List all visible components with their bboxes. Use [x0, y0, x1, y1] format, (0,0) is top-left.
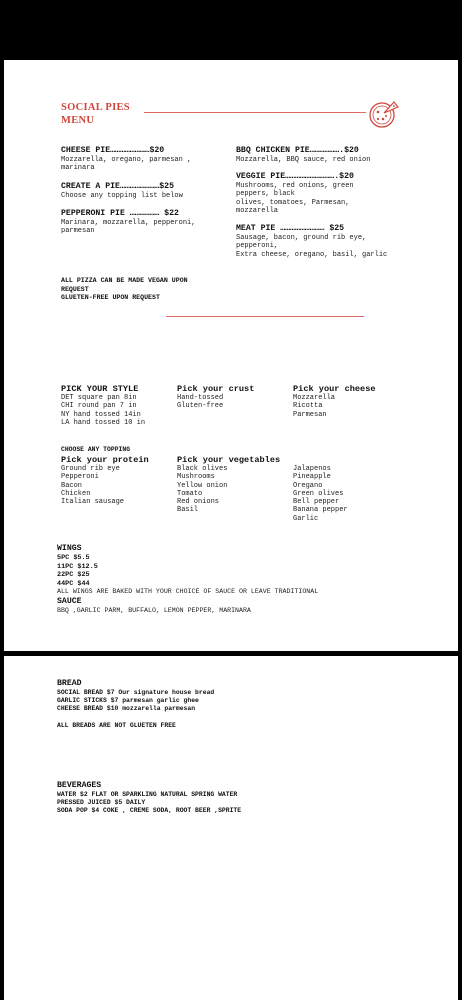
veggie-desc-line: peppers, black [236, 190, 295, 199]
vegetable-item: Oregano [293, 481, 323, 490]
cheese-item: Ricotta [293, 402, 323, 411]
protein-section [61, 455, 176, 506]
meat-pie [236, 224, 416, 259]
create-a-pie [61, 182, 226, 200]
vegetable-item: Banana pepper [293, 506, 348, 515]
menu-title [61, 101, 130, 127]
veggie-pie-desc [236, 182, 406, 215]
vegetable-item: Green olives [293, 489, 344, 498]
meat-desc-line: pepperoni, [236, 242, 279, 251]
title-divider [144, 112, 366, 113]
bread-note: ALL BREADS ARE NOT GLUETEN FREE [57, 722, 176, 729]
style-heading: PICK YOUR STYLE [61, 384, 139, 394]
vegetable-item: Pineapple [293, 473, 331, 482]
crust-item: Gluten-free [177, 402, 224, 411]
protein-item: Ground rib eye [61, 465, 120, 473]
vegan-note-line2: REQUEST [61, 285, 89, 293]
menu-title-line1: SOCIAL PIES [61, 102, 130, 113]
pizza-notes [61, 277, 261, 303]
bread-item: CHEESE BREAD $10 mozzarella parmesan [57, 705, 196, 712]
cheese-list [293, 394, 413, 419]
pepperoni-pie-title: PEPPERONI PIE ……………… $22 [61, 209, 179, 218]
section-divider [166, 316, 364, 317]
sauce-list: BBQ ,GARLIC PARM, BUFFALO, LEMON PEPPER, MARINARA [57, 606, 251, 614]
choose-topping-label: CHOOSE ANY TOPPING [61, 446, 131, 453]
meat-desc-line: Sausage, bacon, ground rib eye, [236, 234, 367, 242]
beverages-heading: BEVERAGES [57, 781, 102, 790]
veggie-desc-line: Mushrooms, red onions, green [236, 182, 354, 190]
meat-pie-title: MEAT PIE ……………………… $25 [236, 224, 345, 233]
vegetable-item: Yellow onion [177, 481, 228, 490]
protein-item: Italian sausage [61, 498, 125, 507]
bread-item: SOCIAL BREAD $7 Our signature house bread [57, 689, 215, 696]
cheese-item: Mozzarella [293, 394, 336, 402]
beverage-item: PRESSED JUICED $5 DAILY [57, 799, 146, 806]
bread-section [57, 679, 437, 730]
protein-item: Chicken [61, 489, 91, 498]
beverage-item: WATER $2 FLAT OR SPARKLING NATURAL SPRING WATER [57, 791, 238, 798]
wings-item: 11PC $12.5 [57, 562, 98, 571]
gluten-note: GLUETEN-FREE UPON REQUEST [61, 294, 160, 302]
bbq-chicken-pie-title: BBQ CHICKEN PIE……………….$20 [236, 146, 359, 155]
style-item: CHI round pan 7 in [61, 402, 137, 411]
create-a-pie-title: CREATE A PIE……………………$25 [61, 182, 175, 191]
beverages-section [57, 781, 437, 815]
vegetables-section [177, 455, 292, 515]
vegetable-item: Mushrooms [177, 473, 215, 482]
vegan-note-line1: ALL PIZZA CAN BE MADE VEGAN UPON [61, 277, 188, 284]
sauce-heading: SAUCE [57, 596, 82, 606]
cheese-section [293, 384, 413, 419]
crust-item: Hand-tossed [177, 394, 224, 402]
protein-heading: Pick your protein [61, 455, 149, 465]
cheese-pie-desc: Mozzarella, oregano, parmesan , marinara [61, 156, 192, 173]
meat-pie-desc [236, 234, 416, 259]
bread-item: GARLIC STICKS $7 parmesan garlic ghee [57, 697, 199, 704]
wings-item: 44PC $44 [57, 579, 90, 588]
menu-page-1 [4, 60, 458, 651]
vegetables-list-2 [293, 465, 403, 523]
wings-section [57, 544, 437, 615]
cheese-pie-title: CHEESE PIE……………………$20 [61, 146, 165, 155]
protein-item: Pepperoni [61, 473, 99, 482]
wings-item: 22PC $25 [57, 571, 90, 580]
cheese-pie [61, 146, 226, 173]
vegetables-heading: Pick your vegetables [177, 455, 281, 465]
vegetable-item: Basil [177, 506, 199, 515]
crust-list [177, 394, 287, 411]
style-item: NY hand tossed 14in [61, 410, 141, 419]
wings-note: ALL WINGS ARE BAKED WITH YOUR CHOICE OF SAUCE OR LEAVE TRADITIONAL [57, 588, 319, 596]
crust-section [177, 384, 287, 411]
veggie-desc-line: olives, tomatoes, Parmesan, [236, 198, 350, 207]
bread-heading: BREAD [57, 679, 82, 688]
vegetables-list-1 [177, 465, 292, 515]
bread-list [57, 689, 437, 713]
menu-page-2 [4, 656, 458, 1000]
vegetable-item: Tomato [177, 489, 203, 498]
wings-heading: WINGS [57, 544, 82, 553]
veggie-desc-line: mozzarella [236, 206, 279, 215]
menu-title-line2: MENU [61, 115, 95, 126]
pepperoni-pie [61, 209, 226, 236]
style-item: DET square pan 8in [61, 394, 137, 402]
bbq-chicken-pie [236, 146, 406, 164]
protein-item: Bacon [61, 481, 83, 490]
pizza-icon [367, 98, 399, 130]
meat-desc-line: Extra cheese, oregano, basil, garlic [236, 250, 388, 259]
beverages-list [57, 791, 437, 815]
cheese-heading: Pick your cheese [293, 384, 376, 394]
veggie-pie-title: VEGGIE PIE………………………….$20 [236, 172, 354, 181]
pepperoni-pie-desc: Marinara, mozzarella, pepperoni, parmesan [61, 219, 196, 236]
wings-list [57, 554, 437, 588]
create-a-pie-desc: Choose any topping list below [61, 192, 183, 200]
vegetable-item: Red onions [177, 498, 220, 507]
wings-item: 5PC $5.5 [57, 554, 90, 562]
crust-heading: Pick your crust [177, 384, 255, 394]
cheese-item: Parmesan [293, 410, 327, 419]
vegetable-item: Garlic [293, 514, 319, 523]
protein-list [61, 465, 176, 506]
veggie-pie [236, 172, 406, 215]
vegetable-item: Jalapenos [293, 465, 331, 473]
vegetable-item: Bell pepper [293, 498, 340, 507]
beverage-item: SODA POP $4 COKE , CREME SODA, ROOT BEER ,SPRITE [57, 807, 242, 814]
style-list [61, 394, 176, 427]
style-section [61, 384, 176, 427]
bbq-chicken-pie-desc: Mozzarella, BBQ sauce, red onion [236, 156, 371, 164]
vegetable-item: Black olives [177, 465, 228, 473]
style-item: LA hand tossed 10 in [61, 418, 146, 427]
